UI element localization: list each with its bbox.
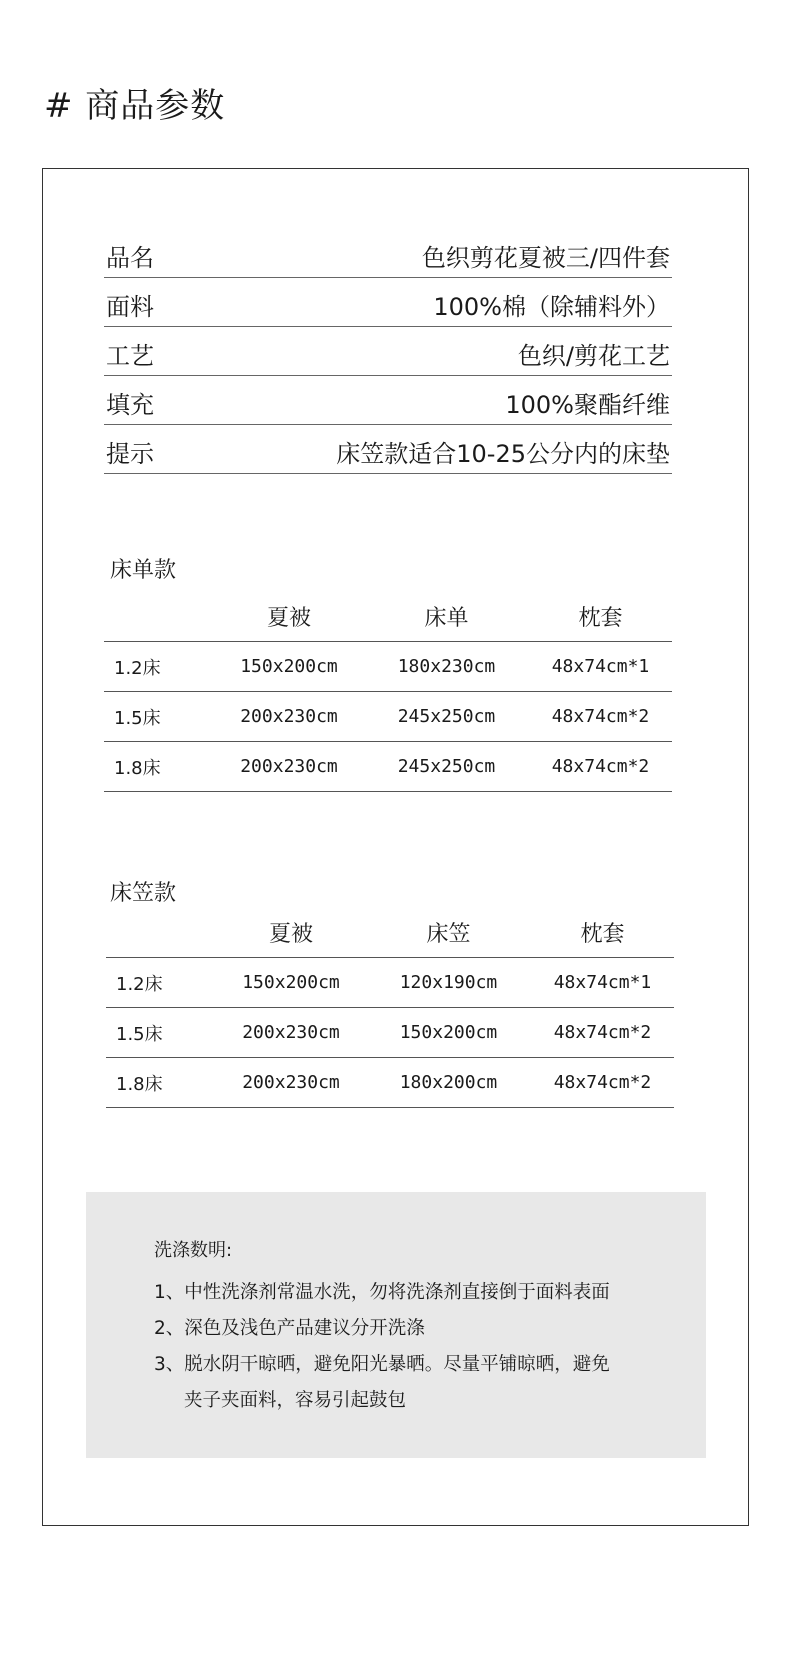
table-header <box>104 592 672 642</box>
header-cell: 夏被 <box>266 606 311 631</box>
size-cell: 48x74cm*2 <box>551 706 650 727</box>
param-row <box>104 425 672 474</box>
header-cell: 床单 <box>424 606 469 631</box>
param-key: 品名 <box>106 244 154 272</box>
header-cell: 夏被 <box>268 922 313 947</box>
size-cell: 200x230cm <box>242 1022 340 1043</box>
param-value: 床笠款适合10-25公分内的床垫 <box>336 440 670 468</box>
param-value: 100%聚酯纤维 <box>505 391 670 419</box>
care-title: 洗涤数明: <box>154 1240 233 1261</box>
header-cell: 床笠 <box>426 922 471 947</box>
param-row <box>104 376 672 425</box>
param-row <box>104 278 672 327</box>
params-list <box>104 229 672 474</box>
table-row <box>106 958 674 1008</box>
param-row <box>104 229 672 278</box>
care-line: 1、中性洗涤剂常温水洗，勿将洗涤剂直接倒于面料表面 <box>154 1282 610 1303</box>
size-cell: 180x230cm <box>397 656 496 677</box>
table-row <box>104 642 672 692</box>
care-line: 3、脱水阴干晾晒，避免阳光暴晒。尽量平铺晾晒，避免 <box>154 1354 610 1375</box>
size-cell: 48x74cm*1 <box>551 656 650 677</box>
size-cell: 48x74cm*2 <box>553 1022 652 1043</box>
fitted-size-table <box>106 908 674 1108</box>
size-cell: 150x200cm <box>240 656 338 677</box>
size-cell: 1.2床 <box>116 973 163 995</box>
param-value: 色织剪花夏被三/四件套 <box>421 244 670 272</box>
sheet-size-table <box>104 592 672 792</box>
param-value: 100%棉（除辅料外） <box>433 293 670 321</box>
param-key: 填充 <box>106 391 154 419</box>
sheet-section-label: 床单款 <box>110 558 177 583</box>
size-cell: 48x74cm*2 <box>551 756 650 777</box>
fitted-section-label: 床笠款 <box>110 881 177 906</box>
size-cell: 1.8床 <box>116 1073 163 1095</box>
size-cell: 245x250cm <box>397 706 496 727</box>
size-cell: 200x230cm <box>240 756 338 777</box>
size-cell: 245x250cm <box>397 756 496 777</box>
param-value: 色织/剪花工艺 <box>517 342 670 370</box>
size-cell: 1.8床 <box>114 757 161 779</box>
table-row <box>104 692 672 742</box>
header-cell: 枕套 <box>580 922 625 947</box>
size-cell: 1.5床 <box>116 1023 163 1045</box>
table-header <box>106 908 674 958</box>
size-cell: 48x74cm*1 <box>553 972 652 993</box>
size-cell: 48x74cm*2 <box>553 1072 652 1093</box>
table-row <box>106 1008 674 1058</box>
table-row <box>104 742 672 792</box>
table-row <box>106 1058 674 1108</box>
size-cell: 200x230cm <box>240 706 338 727</box>
page-title: # 商品参数 <box>44 86 226 126</box>
size-cell: 1.2床 <box>114 657 161 679</box>
header-cell: 枕套 <box>578 606 623 631</box>
care-instructions-panel <box>86 1192 706 1458</box>
care-line: 2、深色及浅色产品建议分开洗涤 <box>154 1318 425 1339</box>
param-key: 面料 <box>106 293 154 321</box>
param-key: 工艺 <box>106 342 154 370</box>
param-row <box>104 327 672 376</box>
size-cell: 120x190cm <box>399 972 498 993</box>
param-key: 提示 <box>106 440 154 468</box>
size-cell: 1.5床 <box>114 707 161 729</box>
size-cell: 150x200cm <box>399 1022 498 1043</box>
size-cell: 180x200cm <box>399 1072 498 1093</box>
care-line: 夹子夹面料，容易引起鼓包 <box>184 1390 407 1411</box>
size-cell: 150x200cm <box>242 972 340 993</box>
size-cell: 200x230cm <box>242 1072 340 1093</box>
